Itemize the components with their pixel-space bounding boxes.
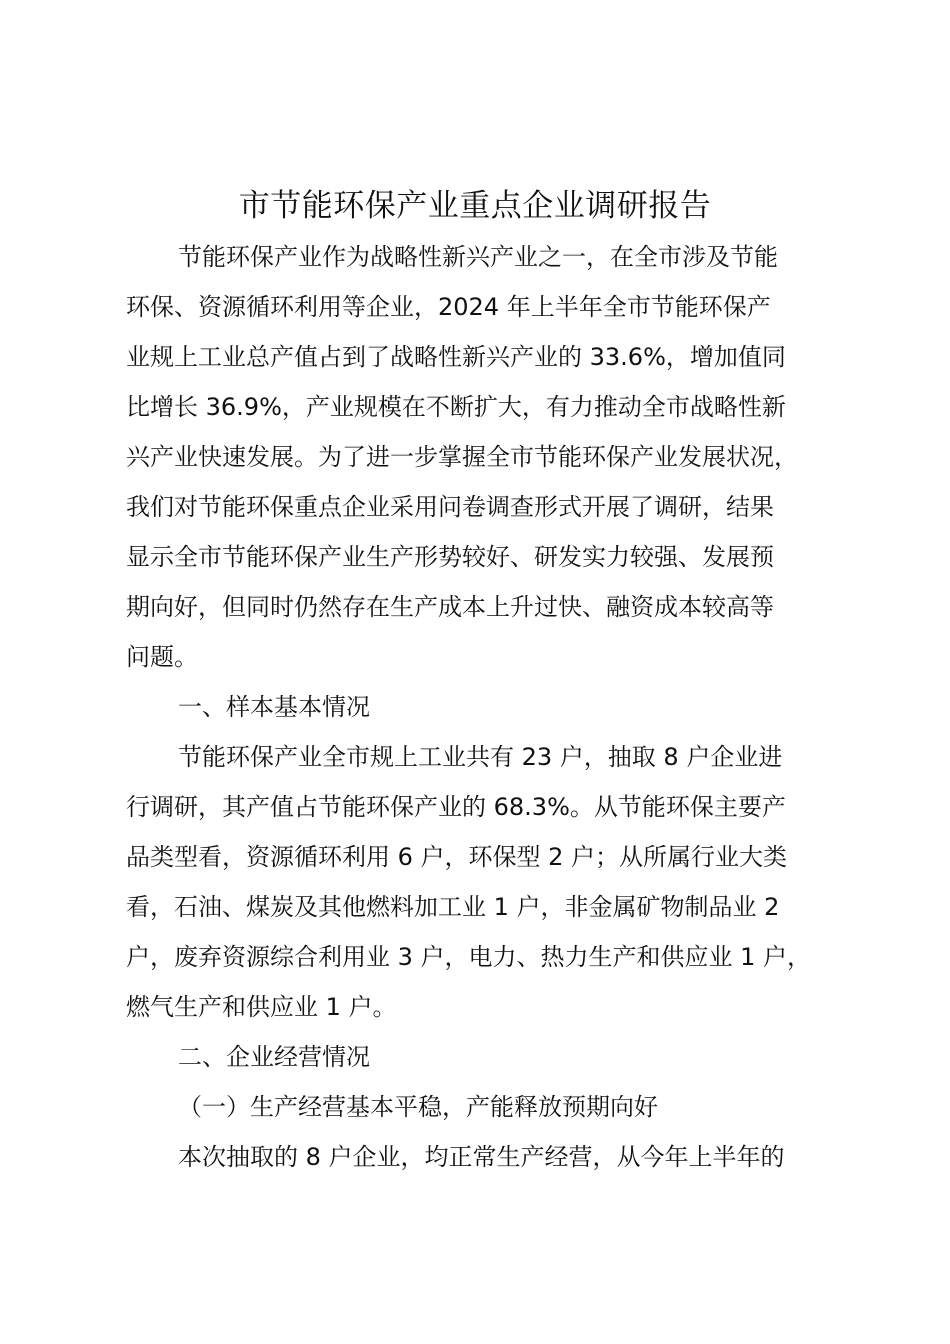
paragraph-line: 比增长 36.9%，产业规模在不断扩大，有力推动全市战略性新: [126, 393, 786, 421]
paragraph-line: 问题。: [126, 643, 198, 671]
paragraph-line: 节能环保产业作为战略性新兴产业之一，在全市涉及节能: [178, 243, 778, 271]
section-heading: 二、企业经营情况: [178, 1043, 370, 1071]
paragraph-line: 品类型看，资源循环利用 6 户，环保型 2 户；从所属行业大类: [126, 843, 788, 871]
paragraph-line: 我们对节能环保重点企业采用问卷调查形式开展了调研，结果: [126, 493, 774, 521]
paragraph-line: 显示全市节能环保产业生产形势较好、研发实力较强、发展预: [126, 543, 774, 571]
paragraph-line: 行调研，其产值占节能环保产业的 68.3%。从节能环保主要产: [126, 793, 786, 821]
subsection-heading: （一）生产经营基本平稳，产能释放预期向好: [178, 1093, 658, 1121]
document-body: [126, 232, 866, 1182]
document-title: 市节能环保产业重点企业调研报告: [238, 188, 712, 224]
paragraph-line: 燃气生产和供应业 1 户。: [126, 993, 397, 1021]
paragraph-line: 环保、资源循环利用等企业，2024 年上半年全市节能环保产: [126, 293, 771, 321]
paragraph-line: 户，废弃资源综合利用业 3 户，电力、热力生产和供应业 1 户，: [126, 943, 812, 971]
section-heading: 一、样本基本情况: [178, 693, 370, 721]
paragraph-line: 节能环保产业全市规上工业共有 23 户，抽取 8 户企业进: [178, 743, 783, 771]
paragraph-line: 兴产业快速发展。为了进一步掌握全市节能环保产业发展状况，: [126, 443, 798, 471]
paragraph-line: 期向好，但同时仍然存在生产成本上升过快、融资成本较高等: [126, 593, 774, 621]
paragraph-line: 看，石油、煤炭及其他燃料加工业 1 户，非金属矿物制品业 2: [126, 893, 780, 921]
paragraph-line: 本次抽取的 8 户企业，均正常生产经营，从今年上半年的: [178, 1143, 785, 1171]
paragraph-line: 业规上工业总产值占到了战略性新兴产业的 33.6%，增加值同: [126, 343, 786, 371]
